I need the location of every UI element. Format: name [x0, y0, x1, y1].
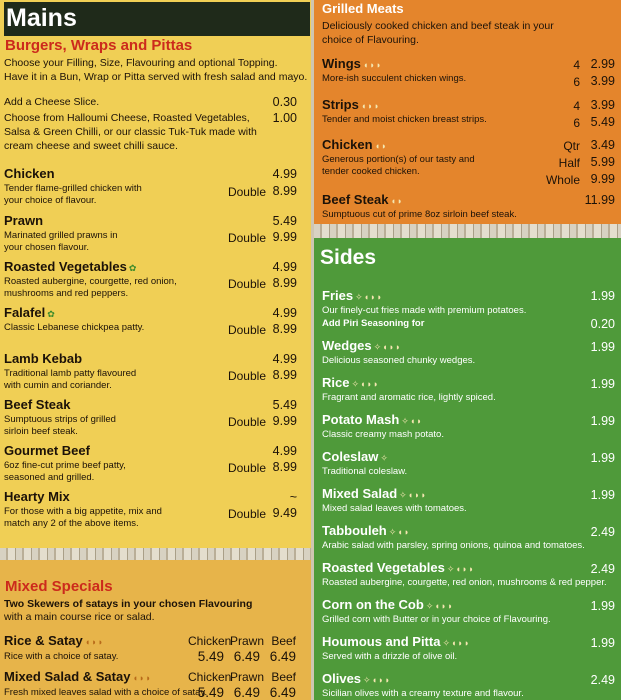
burgers-section-title: Burgers, Wraps and Pittas	[5, 37, 193, 54]
menu-item-price: 5.49	[197, 649, 224, 664]
menu-item-name: Corn on the Cob ✧◖◗◗	[322, 597, 454, 612]
flavour-icons: ✧◖◗◗	[399, 490, 427, 500]
double-label: Double	[227, 323, 266, 337]
menu-item-price: 3.99	[590, 98, 615, 112]
menu-item-price: 5.49	[197, 685, 224, 700]
flavour-icons: ✧◖◗	[401, 416, 423, 426]
menu-item-desc: Marinated grilled prawns in	[4, 230, 118, 241]
portion-size: Half	[558, 156, 580, 170]
grilled-meats-panel	[314, 0, 621, 224]
column-header: Beef	[271, 670, 296, 684]
menu-item-desc: seasoned and grilled.	[4, 472, 95, 483]
menu-item-price: 1.99	[590, 488, 615, 502]
menu-item-name: Houmous and Pitta ✧◖◗◗	[322, 634, 471, 649]
menu-item-name: Beef Steak	[4, 397, 71, 412]
column-header: Prawn	[230, 634, 265, 648]
menu-item-desc: Arabic salad with parsley, spring onions, quinoa and tomatoes.	[322, 540, 585, 551]
menu-item-price: 1.99	[590, 599, 615, 613]
piri-price: 0.20	[590, 317, 615, 331]
menu-item-name: Fries ✧◖◗◗	[322, 288, 383, 303]
sides-panel	[314, 238, 621, 700]
topping-line: Salsa & Green Chilli, or our classic Tuk-Tuk made with	[4, 126, 257, 138]
column-header: Beef	[271, 634, 296, 648]
menu-item-desc: Our finely-cut fries made with premium potatoes.	[322, 305, 527, 316]
menu-item-desc: Traditional lamb patty flavoured	[4, 368, 137, 379]
menu-item-name: Coleslaw ✧	[322, 449, 389, 464]
mains-title: Mains	[4, 2, 310, 36]
flavour-icons: ✧◖◗◗	[373, 342, 402, 352]
double-label: Double	[227, 369, 266, 383]
menu-item-double-price: 8.99	[272, 322, 297, 336]
menu-item-desc: Generous portion(s) of our tasty and	[322, 154, 475, 165]
grilled-meats-intro: Deliciously cooked chicken and beef steak in your	[322, 20, 554, 32]
topping-line: Choose from Halloumi Cheese, Roasted Vegetables,	[4, 112, 250, 124]
menu-item-price: 3.49	[590, 138, 615, 152]
menu-item-price: 5.49	[272, 214, 297, 228]
menu-item-name: Roasted Vegetables ✧◖◗◗	[322, 560, 475, 575]
menu-item-name: Tabbouleh ✧◖◗	[322, 523, 411, 538]
menu-item-desc: Sicilian olives with a creamy texture and flavour.	[322, 688, 524, 699]
menu-item-desc: Served with a drizzle of olive oil.	[322, 651, 458, 662]
topping-line: cream cheese and sweet chilli sauce.	[4, 140, 178, 152]
menu-item-price: 6.49	[233, 649, 260, 664]
menu-item-desc: 6oz fine-cut prime beef patty,	[4, 460, 126, 471]
menu-item-name: Wings ◖◗◗	[322, 56, 383, 71]
flavour-icons: ✧◖◗◗	[446, 564, 475, 574]
menu-item-name: Olives ✧◖◗◗	[322, 671, 391, 686]
menu-item-desc: Classic Lebanese chickpea patty.	[4, 322, 145, 333]
double-label: Double	[227, 231, 266, 245]
flavour-icons: ✧◖◗◗	[363, 675, 391, 685]
mixed-specials-intro: Two Skewers of satays in your chosen Flavouring	[4, 598, 253, 610]
menu-item-price: 4.99	[272, 306, 297, 320]
menu-item-name: Roasted Vegetables ✿	[4, 259, 138, 274]
menu-item-price: 5.49	[590, 115, 615, 129]
menu-item-name: Gourmet Beef	[4, 443, 90, 458]
mixed-specials-intro: with a main course rice or salad.	[4, 611, 155, 623]
menu-item-price: 1.99	[590, 340, 615, 354]
menu-item-desc: mushrooms and red peppers.	[4, 288, 129, 299]
menu-item-name: Beef Steak ◖◗	[322, 192, 404, 207]
portion-size: Qtr	[563, 139, 580, 153]
menu-item-price: 2.49	[590, 562, 615, 576]
menu-item-desc: For those with a big appetite, mix and	[4, 506, 162, 517]
menu-item-price: 4.99	[272, 444, 297, 458]
flavour-icons: ✧◖◗	[388, 527, 411, 537]
menu-item-desc: Roasted aubergine, courgette, red onion, mushrooms & red pepper.	[322, 577, 607, 588]
wood-divider	[314, 224, 621, 238]
menu-item-desc: Grilled corn with Butter or in your choice of Flavouring.	[322, 614, 551, 625]
cheese-price: 0.30	[272, 95, 297, 109]
menu-item-price: 3.99	[590, 74, 615, 88]
menu-item-desc: Traditional coleslaw.	[322, 466, 408, 477]
portion-size: Whole	[545, 173, 580, 187]
portion-size: 6	[573, 116, 580, 130]
menu-item-name: Rice & Satay ◖◗◗	[4, 633, 105, 648]
sides-title: Sides	[320, 246, 377, 269]
menu-item-desc: Classic creamy mash potato.	[322, 429, 444, 440]
double-label: Double	[227, 461, 266, 475]
menu-item-price: 6.49	[269, 649, 296, 664]
menu-item-name: Lamb Kebab	[4, 351, 83, 366]
menu-item-price: 6.49	[233, 685, 260, 700]
topping-price: 1.00	[272, 111, 297, 125]
flavour-icons: ◖◗◗	[132, 673, 152, 683]
flavour-icons: ◖◗◗	[84, 637, 105, 647]
wood-divider	[0, 548, 311, 560]
mains-intro-line: Have it in a Bun, Wrap or Pitta served with fresh salad and mayo.	[4, 71, 308, 83]
menu-item-price: 6.49	[269, 685, 296, 700]
flavour-icons: ◖◗◗	[362, 60, 383, 70]
menu-item-price: 2.99	[590, 57, 615, 71]
menu-item-double-price: 9.99	[272, 414, 297, 428]
menu-item-price: 4.99	[272, 167, 297, 181]
menu-item-desc: Rice with a choice of satay.	[4, 651, 119, 662]
menu-item-price: 9.99	[590, 172, 615, 186]
menu-item-desc: with cumin and coriander.	[4, 380, 112, 391]
menu-item-desc: Sumptuous strips of grilled	[4, 414, 116, 425]
double-label: Double	[227, 507, 266, 521]
menu-item-desc: tender cooked chicken.	[322, 166, 420, 177]
menu-item-desc: your choice of flavour.	[4, 195, 97, 206]
flavour-icons: ◖◗	[390, 196, 404, 206]
menu-item-desc: Sumptuous cut of prime 8oz sirloin beef steak.	[322, 209, 517, 220]
menu-item-price: 4.99	[272, 260, 297, 274]
grilled-meats-title: Grilled Meats	[322, 1, 404, 16]
flavour-icons: ✧◖◗◗	[351, 379, 380, 389]
menu-item-price: 1.99	[590, 289, 615, 303]
column-header: Chicken	[188, 634, 232, 648]
menu-item-price: 2.49	[590, 525, 615, 539]
menu-item-name: Falafel ✿	[4, 305, 56, 320]
double-label: Double	[227, 415, 266, 429]
menu-item-price: 1.99	[590, 636, 615, 650]
menu-item-double-price: 9.49	[272, 506, 297, 520]
menu-item-name: Chicken	[4, 166, 55, 181]
mixed-specials-panel	[0, 560, 311, 700]
menu-item-desc: Tender flame-grilled chicken with	[4, 183, 142, 194]
flavour-icons: ✧	[380, 453, 389, 463]
menu-item-name: Prawn	[4, 213, 44, 228]
menu-item-double-price: 8.99	[272, 460, 297, 474]
menu-item-desc: More-ish succulent chicken wings.	[322, 73, 467, 84]
menu-item-price: 4.99	[272, 352, 297, 366]
column-header: Prawn	[230, 670, 265, 684]
grilled-meats-intro: choice of Flavouring.	[322, 34, 419, 46]
flavour-icons: ✧◖◗◗	[442, 638, 471, 648]
portion-size: 4	[573, 99, 580, 113]
flavour-icons: ✧◖◗◗	[355, 292, 383, 302]
mains-panel	[0, 0, 311, 548]
piri-label: Add Piri Seasoning for	[322, 318, 425, 329]
menu-item-desc: Tender and moist chicken breast strips.	[322, 114, 487, 125]
menu-item-price: 5.49	[272, 398, 297, 412]
menu-item-name: Chicken ◖◗	[322, 137, 388, 152]
vegetarian-leaf-icon: ✿	[47, 309, 56, 319]
menu-item-desc: Roasted aubergine, courgette, red onion,	[4, 276, 177, 287]
double-label: Double	[227, 277, 266, 291]
double-label: Double	[227, 185, 266, 199]
menu-item-name: Rice ✧◖◗◗	[322, 375, 380, 390]
menu-item-double-price: 8.99	[272, 184, 297, 198]
flavour-icons: ◖◗◗	[360, 101, 381, 111]
menu-item-desc: match any 2 of the above items.	[4, 518, 139, 529]
menu-item-price: 5.99	[590, 155, 615, 169]
menu-item-price: 2.49	[590, 673, 615, 687]
vegetarian-leaf-icon: ✿	[128, 263, 138, 273]
cheese-label: Add a Cheese Slice.	[4, 96, 100, 108]
menu-item-price: 11.99	[584, 193, 615, 207]
menu-item-price: ~	[289, 490, 297, 504]
column-header: Chicken	[188, 670, 232, 684]
menu-item-double-price: 8.99	[272, 368, 297, 382]
menu-item-name: Potato Mash ✧◖◗	[322, 412, 423, 427]
menu-item-double-price: 8.99	[272, 276, 297, 290]
flavour-icons: ✧◖◗◗	[425, 601, 454, 611]
flavour-icons: ◖◗	[374, 141, 388, 151]
mains-intro-line: Choose your Filling, Size, Flavouring and optional Topping.	[4, 57, 278, 69]
menu-item-price: 1.99	[590, 414, 615, 428]
menu-item-price: 1.99	[590, 451, 615, 465]
menu-item-name: Mixed Salad & Satay ◖◗◗	[4, 669, 152, 684]
menu-item-name: Strips ◖◗◗	[322, 97, 381, 112]
menu-item-desc: your chosen flavour.	[4, 242, 90, 253]
menu-item-price: 1.99	[590, 377, 615, 391]
menu-item-name: Mixed Salad ✧◖◗◗	[322, 486, 427, 501]
portion-size: 6	[573, 75, 580, 89]
menu-item-desc: Mixed salad leaves with tomatoes.	[322, 503, 467, 514]
mixed-specials-title: Mixed Specials	[5, 578, 113, 595]
menu-item-desc: sirloin beef steak.	[4, 426, 78, 437]
menu-item-desc: Fragrant and aromatic rice, lightly spiced.	[322, 392, 496, 403]
menu-item-desc: Fresh mixed leaves salad with a choice of satay.	[4, 687, 208, 698]
menu-item-name: Wedges ✧◖◗◗	[322, 338, 402, 353]
menu-item-double-price: 9.99	[272, 230, 297, 244]
portion-size: 4	[573, 58, 580, 72]
menu-item-name: Hearty Mix	[4, 489, 70, 504]
menu-item-desc: Delicious seasoned chunky wedges.	[322, 355, 476, 366]
